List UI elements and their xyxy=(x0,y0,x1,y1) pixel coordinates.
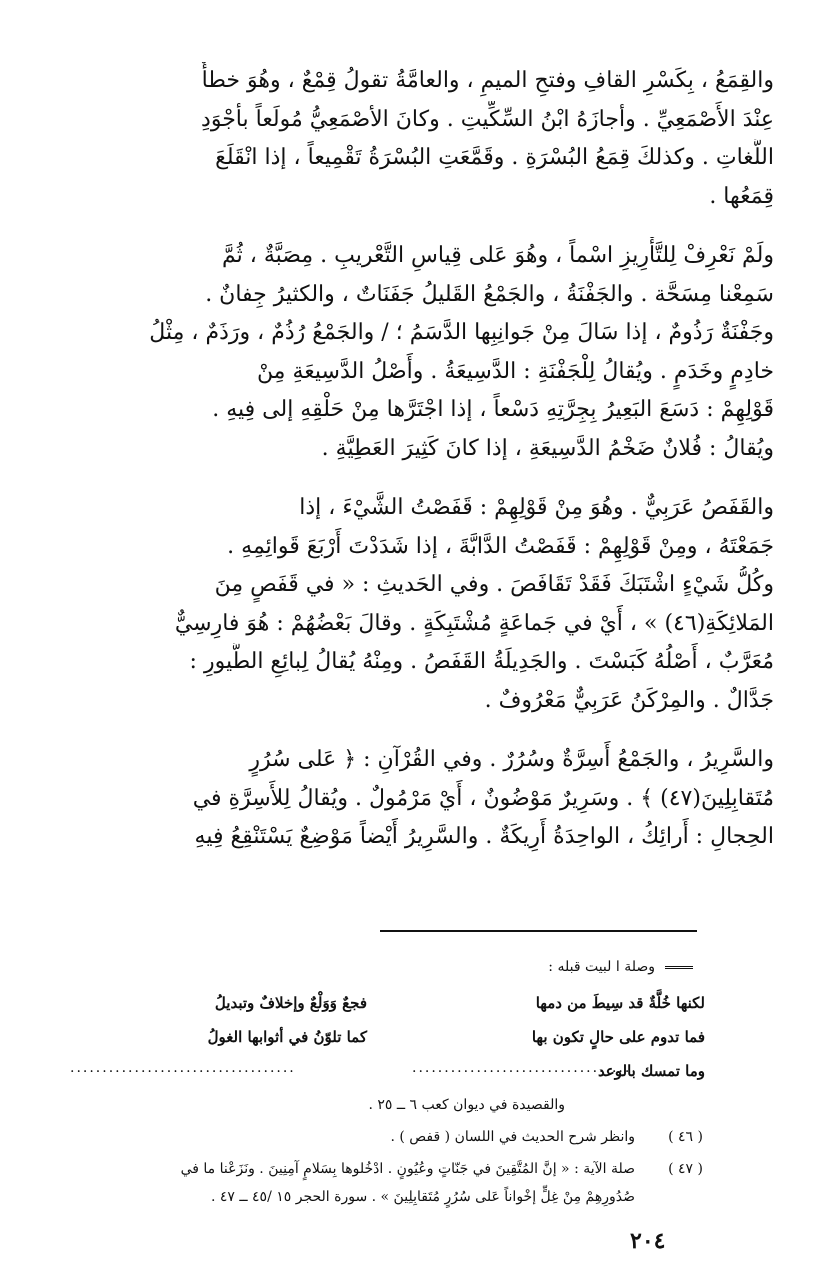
verse-1-left: فجعٌ وَوَلْعٌ وإخلافٌ وتبديلُ xyxy=(214,994,367,1012)
paragraph-qafas xyxy=(44,489,774,720)
double-dash-icon xyxy=(665,966,693,969)
verse-1-right: لكنها خُلَّةٌ قد سِيطَ من دمها xyxy=(535,994,705,1012)
ellipsis-dots: ................................... xyxy=(412,1060,638,1076)
verse-2-right: فما تدوم على حالٍ تكون بها xyxy=(531,1028,705,1046)
text-line: والقِمَعُ ، بِكَسْرِ القافِ وفتحِ الميمِ ، والعامَّةُ تقولُ قِمْعٌ ، وهُوَ خطأٌ xyxy=(201,68,774,93)
text-line: وجَفْنَةٌ رَذُومٌ ، إذا سَالَ مِنْ جَوانِبِها الدَّسَمُ ؛ / والجَمْعُ رُذُمٌ ، ورَذَمٌ ، مِثْلُ xyxy=(149,320,774,345)
paragraph-qima xyxy=(44,62,774,216)
footnote-intro-text: وصلة ا لبيت قبله : xyxy=(548,959,655,975)
text-line: ولَمْ نَعْرِفْ لِلتَّأْرِيزِ اسْماً ، وهُوَ عَلى قِياسِ التَّعْريبِ . مِصَبَّةٌ ، ثُمَّ xyxy=(222,243,774,268)
ellipsis-dots: ................................... xyxy=(70,1060,296,1076)
footnote-46-text: وانظر شرح الحديث في اللسان ( قفص ) . xyxy=(390,1129,635,1145)
text-line: مُعَرَّبٌ ، أَصْلُهُ كَبَسْتَ . والجَدِيلَةُ القَفَصُ . ومِنْهُ يُقالُ لِبائِعِ الطُّيورِ : xyxy=(189,649,774,674)
text-line: ويُقالُ : فُلانٌ ضَخْمُ الدَّسِيعَةِ ، إذا كانَ كَثِيرَ العَطِيَّةِ . xyxy=(321,435,774,461)
verse-3-right: وما تمسك بالوعد xyxy=(597,1062,705,1080)
text-line: جَمَعْتَهُ ، ومِنْ قَوْلِهِمْ : قَفَصْتُ الدَّابَّةَ ، إذا شَدَدْتَ أَرْبَعَ قَوائِمِهِ . xyxy=(227,533,774,559)
text-line: قِمَعُها . xyxy=(709,183,774,209)
text-line: وكُلُّ شَيْءٍ اشْتَبَكَ فَقَدْ تَقَافَصَ . وفي الحَديثِ : « في قَفَصٍ مِنَ xyxy=(214,572,774,597)
text-line: والقَفَصُ عَرَبِيٌّ . وهُوَ مِنْ قَوْلِهِمْ : قَفَصْتُ الشَّيْءَ ، إذا xyxy=(299,495,774,520)
text-line: المَلائِكَةِ(٤٦) » ، أَيْ في جَماعَةٍ مُشْتَبِكَةٍ . وقالَ بَعْضُهُمْ : هُوَ فارِسِيٌّ xyxy=(174,610,774,636)
paragraph-sarir xyxy=(44,741,774,857)
main-text xyxy=(44,62,774,878)
footnote-qasida: والقصيدة في ديوان كعب ٦ ــ ٢٥ . xyxy=(368,1097,565,1113)
text-line: عِنْدَ الأَصْمَعِيِّ . وأجازَهُ ابْنُ السِّكِّيتِ . وكانَ الأصْمَعِيُّ مُولَعاً بأجْوَدِ xyxy=(201,106,774,132)
text-line: خادِمٍ وخَدَمٍ . ويُقالُ لِلْجَفْنَةِ : الدَّسِيعَةُ . وأَصْلُ الدَّسِيعَةِ مِنْ xyxy=(256,358,774,384)
verse-2-left: كما تلوّنُ في أثوابها الغولُ xyxy=(207,1028,367,1046)
page-number: ٢٠٤ xyxy=(630,1228,666,1254)
text-line: قَوْلِهِمْ : دَسَعَ البَعِيرُ بِجِرَّتِهِ دَسْعاً ، إذا اجْتَرَّها مِنْ حَلْقِهِ إلى فِيهِ . xyxy=(212,397,774,422)
footnote-46-number: ( ٤٦ ) xyxy=(668,1129,703,1145)
paragraph-jafna xyxy=(44,237,774,468)
text-line: جَدَّالٌ . والمِرْكَنُ عَرَبِيٌّ مَعْرُوفٌ . xyxy=(484,687,774,713)
footnote-47-text-line1: صلة الآية : « إنَّ المُتَّقِينَ في جَنّاتٍ وعُيُونٍ . ادْخُلوها بِسَلامٍ آمِنِينَ . ونَزَعْنا ما في xyxy=(180,1161,635,1177)
text-line: اللُّغاتِ . وكذلكَ قِمَعُ البُسْرَةِ . وقَمَّعَتِ البُسْرَةُ تَقْمِيعاً ، إذا انْقَلَعَ xyxy=(215,145,774,170)
footnote-intro xyxy=(548,956,693,978)
text-line: سَمِعْنا مِسَحَّة . والجَفْنَةُ ، والجَمْعُ القَليلُ جَفَنَاتٌ ، والكثيرُ جِفانٌ . xyxy=(205,281,774,307)
footnote-47-number: ( ٤٧ ) xyxy=(668,1161,703,1177)
text-line: الحِجالِ : أَرائِكُ ، الواحِدَةُ أَرِيكَةٌ . والسَّرِيرُ أَيْضاً مَوْضِعٌ يَسْتَنْقِعُ فِيهِ xyxy=(194,824,774,849)
text-line: مُتَقابِلِينَ(٤٧) ﴾ . وسَرِيرٌ مَوْضُونٌ ، أَيْ مَرْمُولٌ . ويُقالُ لِلأَسِرَّةِ في xyxy=(192,785,774,811)
text-line: والسَّرِيرُ ، والجَمْعُ أَسِرَّةٌ وسُرُرٌ . وفي القُرْآنِ : ﴿ عَلى سُرُرٍ xyxy=(249,747,774,772)
footnote-separator xyxy=(380,930,697,932)
footnote-47-text-line2: صُدُورِهِمْ مِنْ غِلٍّ إخْواناً عَلى سُرُرٍ مُتَقابِلِينَ » . سورة الحجر ١٥ /٤٥ ــ ٤٧ . xyxy=(210,1189,635,1205)
